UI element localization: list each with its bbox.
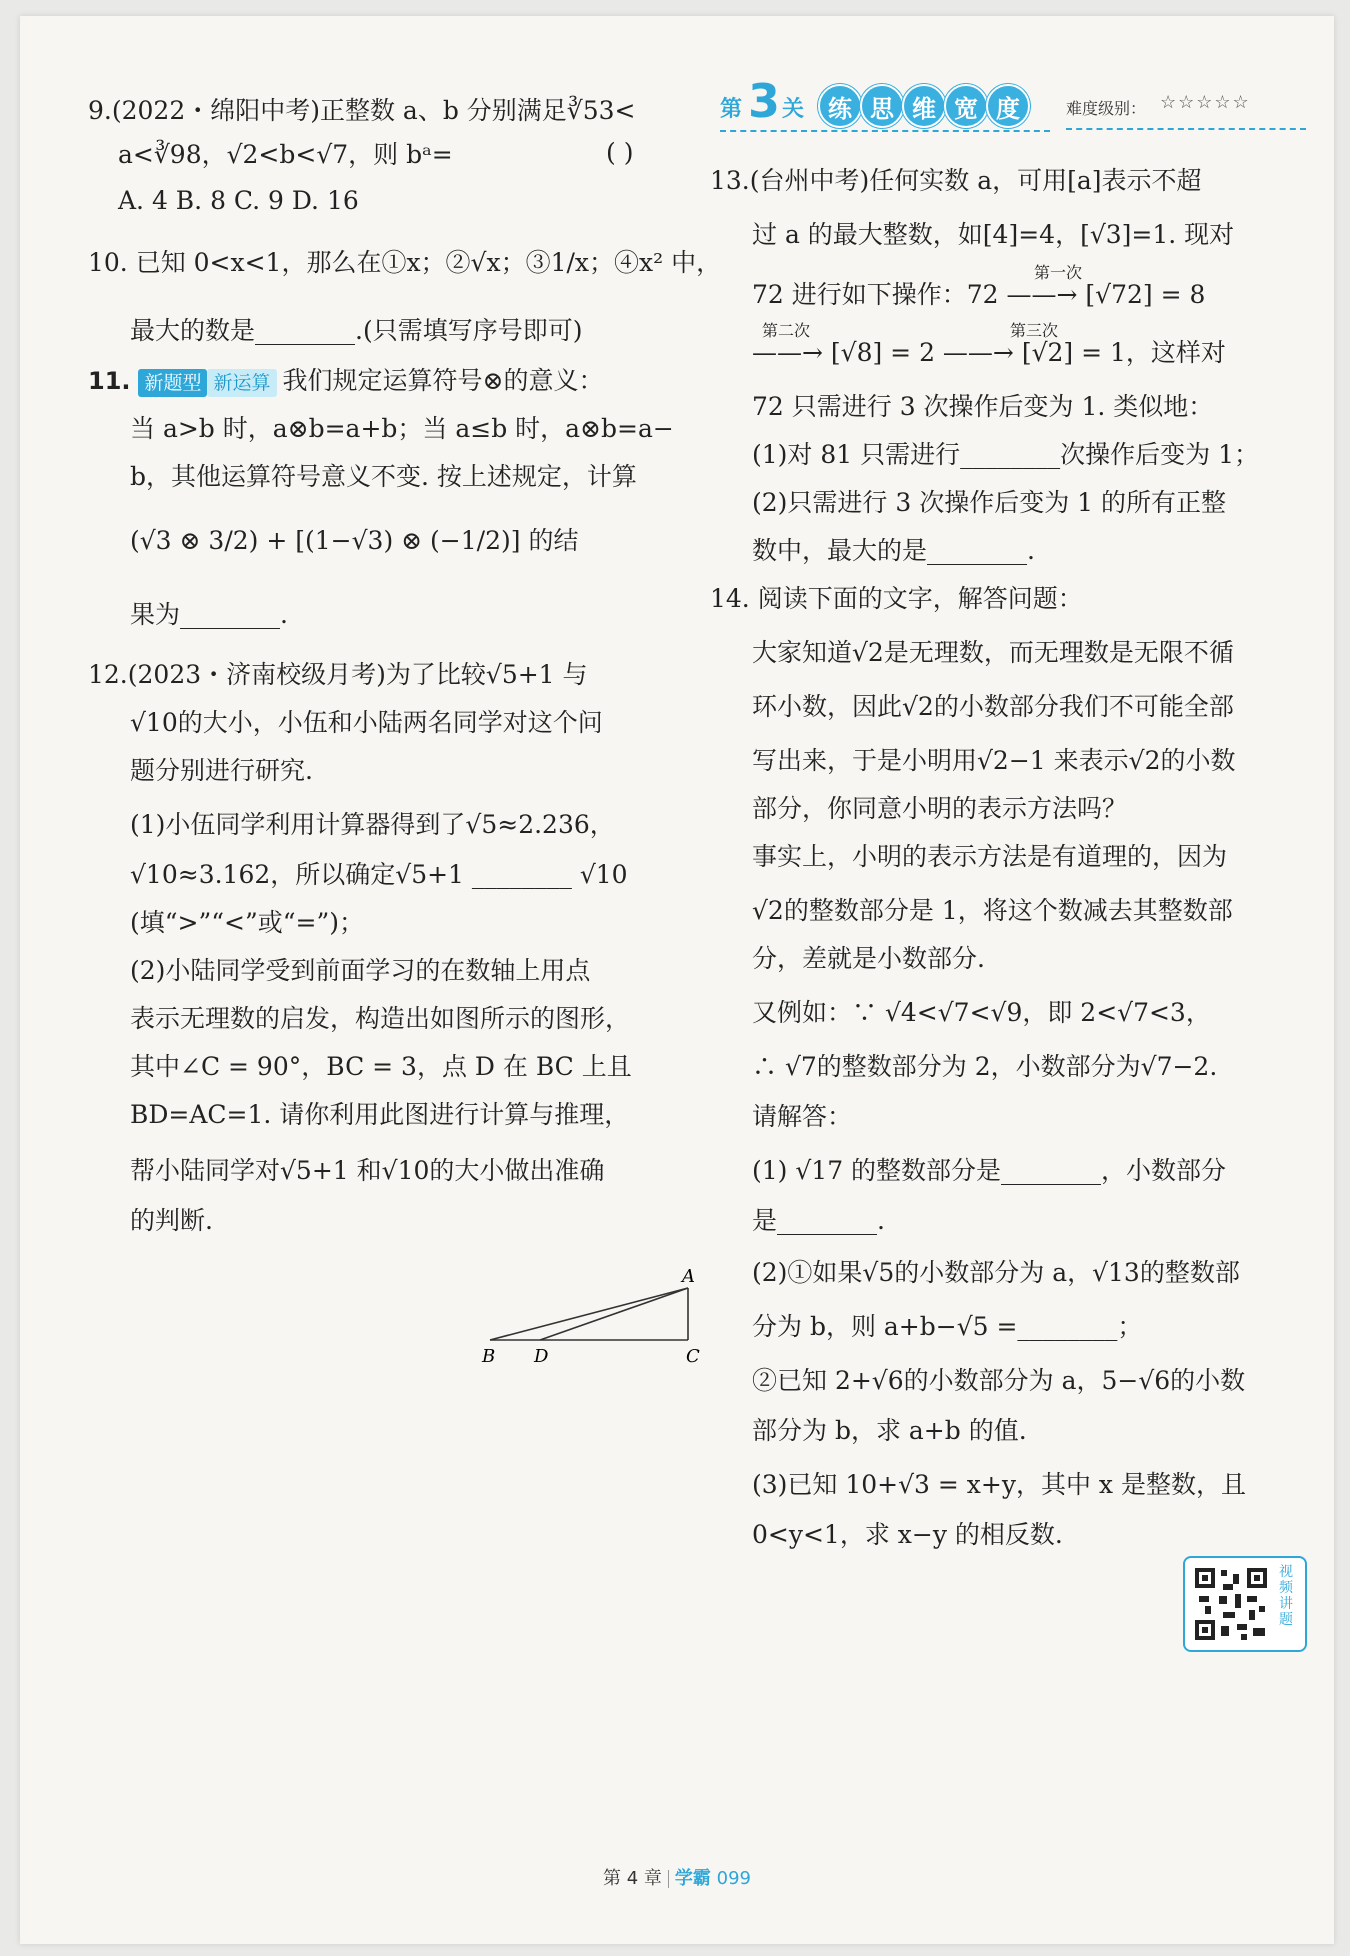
footer-separator <box>668 1870 669 1888</box>
q13-line-1: 13.(台州中考)任何实数 a，可用[a]表示不超 <box>710 166 1202 195</box>
q14-text-7: 分，差就是小数部分. <box>752 944 985 973</box>
q14-line-1: 14. 阅读下面的文字，解答问题： <box>710 584 1083 613</box>
q12-part2-line-6: 的判断. <box>130 1206 213 1235</box>
q9-line-1: 9.(2022・绵阳中考)正整数 a、b 分别满足∛53< <box>88 96 636 125</box>
q12-part1-line-3: (填“>”“<”或“=”)； <box>130 908 365 937</box>
q13-line-2: 过 a 的最大整数，如[4]=4，[√3]=1. 现对 <box>752 220 1235 249</box>
level-guan: 关 <box>782 97 805 122</box>
qr-side-label: 视频讲题 <box>1279 1564 1293 1628</box>
qr-code-icon <box>1193 1566 1269 1642</box>
q14-part2-line-2: 分为 b，则 a+b−√5 =________； <box>752 1312 1143 1341</box>
label-d: D <box>534 1346 549 1366</box>
arrow-label-third: 第三次 <box>1010 321 1059 340</box>
q12-part2-line-3: 其中∠C = 90°，BC = 3，点 D 在 BC 上且 <box>130 1052 632 1081</box>
q10-line-2: 最大的数是________.(只需填写序号即可) <box>130 316 583 345</box>
new-operation-tag: 新运算 <box>207 369 276 397</box>
triangle-figure <box>478 1266 708 1366</box>
q11-line-5: 果为________. <box>130 600 288 629</box>
q14-text-6: √2的整数部分是 1，将这个数减去其整数部 <box>752 896 1233 925</box>
q12-line-1: 12.(2023・济南校级月考)为了比较√5+1 与 <box>88 660 588 689</box>
q13-line-5: 72 只需进行 3 次操作后变为 1. 类似地： <box>752 392 1214 421</box>
q12-part1-line-2: √10≈3.162，所以确定√5+1 ________ √10 <box>130 860 628 889</box>
q12-part2-line-2: 表示无理数的启发，构造出如图所示的图形， <box>130 1004 631 1033</box>
q13-line-4: ——→ [√8] = 2 ——→ [√2] = 1，这样对 <box>752 338 1226 367</box>
level-title <box>818 84 1028 128</box>
q13-part2-line-1: (2)只需进行 3 次操作后变为 1 的所有正整 <box>752 488 1227 517</box>
level-divider <box>720 130 1050 132</box>
arrow-label-second: 第二次 <box>762 321 811 340</box>
q12-line-2: √10的大小，小伍和小陆两名同学对这个问 <box>130 708 603 737</box>
segment-ba <box>490 1288 688 1340</box>
q12-part2-line-4: BD=AC=1. 请你利用此图进行计算与推理， <box>130 1100 630 1129</box>
q13-part2-line-2: 数中，最大的是________. <box>752 536 1035 565</box>
label-b: B <box>482 1346 496 1366</box>
page-number: 099 <box>716 1868 751 1889</box>
page <box>20 16 1334 1944</box>
q14-text-5: 事实上，小明的表示方法是有道理的，因为 <box>752 842 1228 871</box>
q14-text-8: 又例如：∵ √4<√7<√9，即 2<√7<3， <box>752 998 1211 1027</box>
q14-text-3: 写出来，于是小明用√2−1 来表示√2的小数 <box>752 746 1236 775</box>
q14-text-10: 请解答： <box>752 1102 853 1131</box>
title-char: 度 <box>986 84 1030 128</box>
q14-part2-line-4: 部分为 b，求 a+b 的值. <box>752 1416 1027 1445</box>
q14-text-4: 部分，你同意小明的表示方法吗？ <box>752 794 1128 823</box>
arrow-label-first: 第一次 <box>1034 263 1083 282</box>
title-char: 维 <box>902 84 946 128</box>
label-c: C <box>686 1346 700 1366</box>
difficulty-label: 难度级别： <box>1066 99 1147 118</box>
label-a: A <box>682 1266 695 1287</box>
q11-line-3: b，其他运算符号意义不变. 按上述规定，计算 <box>130 462 637 491</box>
q14-part3-line-2: 0<y<1，求 x−y 的相反数. <box>752 1520 1063 1549</box>
q11-number: 11. <box>88 367 131 395</box>
q14-text-9: ∴ √7的整数部分为 2，小数部分为√7−2. <box>752 1052 1218 1081</box>
q12-part2-line-5: 帮小陆同学对√5+1 和√10的大小做出准确 <box>130 1156 605 1185</box>
q13-part1: (1)对 81 只需进行________次操作后变为 1； <box>752 440 1259 469</box>
q14-text-2: 环小数，因此√2的小数部分我们不可能全部 <box>752 692 1234 721</box>
difficulty-divider <box>1066 128 1306 130</box>
level-di: 第 <box>720 97 743 122</box>
video-qr-code[interactable] <box>1183 1556 1307 1652</box>
q12-line-3: 题分别进行研究. <box>130 756 313 785</box>
q14-part1-line-1: (1) √17 的整数部分是________，小数部分 <box>752 1156 1227 1185</box>
level-header <box>720 74 1320 138</box>
new-type-tag: 新题型 <box>138 369 207 397</box>
q13-line-3: 72 进行如下操作：72 ——→ [√72] = 8 <box>752 280 1206 309</box>
q9-line-2: a<∛98，√2<b<√7，则 bᵃ= <box>118 140 453 169</box>
q11-line-2: 当 a>b 时，a⊗b=a+b；当 a≤b 时，a⊗b=a− <box>130 414 674 443</box>
q12-part2-line-1: (2)小陆同学受到前面学习的在数轴上用点 <box>130 956 591 985</box>
q11-line-1 <box>88 364 603 398</box>
difficulty-stars: ☆☆☆☆☆ <box>1160 92 1251 113</box>
footer-chapter: 第 4 章 <box>603 1868 662 1889</box>
q14-part3-line-1: (3)已知 10+√3 = x+y，其中 x 是整数，且 <box>752 1470 1246 1499</box>
footer-brand: 学霸 <box>674 1868 711 1889</box>
page-footer <box>20 1864 1334 1890</box>
q11-expression: (√3 ⊗ 3/2) + [(1−√3) ⊗ (−1/2)] 的结 <box>130 526 579 555</box>
q14-text-1: 大家知道√2是无理数，而无理数是无限不循 <box>752 638 1234 667</box>
title-char: 练 <box>818 84 862 128</box>
title-char: 宽 <box>944 84 988 128</box>
q9-answer-paren: ( ) <box>606 138 634 167</box>
segment-da <box>540 1288 688 1340</box>
level-number: 3 <box>748 74 781 128</box>
q10-line-1: 10. 已知 0<x<1，那么在①x；②√x；③1/x；④x² 中， <box>88 248 722 277</box>
q9-options: A. 4 B. 8 C. 9 D. 16 <box>118 186 359 215</box>
q14-part2-line-1: (2)①如果√5的小数部分为 a，√13的整数部 <box>752 1258 1240 1287</box>
q12-part1-line-1: (1)小伍同学利用计算器得到了√5≈2.236， <box>130 810 615 839</box>
q11-definition: 我们规定运算符号⊗的意义： <box>282 366 604 395</box>
title-char: 思 <box>860 84 904 128</box>
q14-part2-line-3: ②已知 2+√6的小数部分为 a，5−√6的小数 <box>752 1366 1246 1395</box>
q14-part1-line-2: 是________. <box>752 1206 885 1235</box>
